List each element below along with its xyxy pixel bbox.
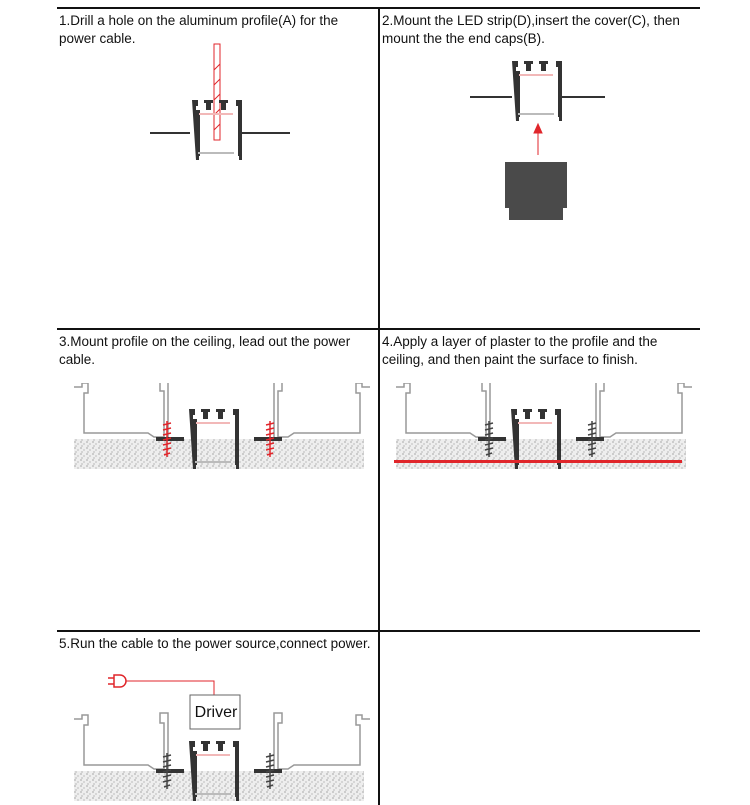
step-5-cell — [57, 632, 375, 653]
table-column-divider — [378, 7, 380, 805]
step-4-text: 4.Apply a layer of plaster to the profile and the ceiling, and then paint the surface to finish. — [382, 334, 658, 367]
step-5-text: 5.Run the cable to the power source,connect power. — [59, 636, 371, 651]
step-3-text: 3.Mount profile on the ceiling, lead out the power cable. — [59, 334, 351, 367]
step-4-diagram — [392, 383, 692, 473]
step-1-text: 1.Drill a hole on the aluminum profile(A) for the power cable. — [59, 13, 339, 46]
driver-label: Driver — [194, 704, 238, 721]
power-cable — [126, 681, 214, 695]
step-5-diagram — [70, 665, 370, 805]
step-2-diagram — [460, 55, 620, 225]
aluminum-profile-drawing — [470, 61, 605, 121]
step-1-diagram — [140, 40, 300, 170]
power-plug-icon — [108, 675, 126, 687]
end-cap-drawing — [505, 162, 567, 220]
step-2-cell — [380, 9, 698, 48]
step-3-diagram — [70, 383, 370, 473]
arrow-up-icon — [534, 124, 542, 155]
ceiling-section-drawing — [74, 383, 370, 469]
plaster-finish-line — [394, 460, 682, 463]
ceiling-section-drawing — [396, 383, 692, 469]
drill-bit-icon — [214, 44, 220, 140]
step-3-cell — [57, 330, 375, 369]
step-4-cell — [380, 330, 698, 369]
step-2-text: 2.Mount the LED strip(D),insert the cover(C), then mount the the end caps(B). — [382, 13, 680, 46]
